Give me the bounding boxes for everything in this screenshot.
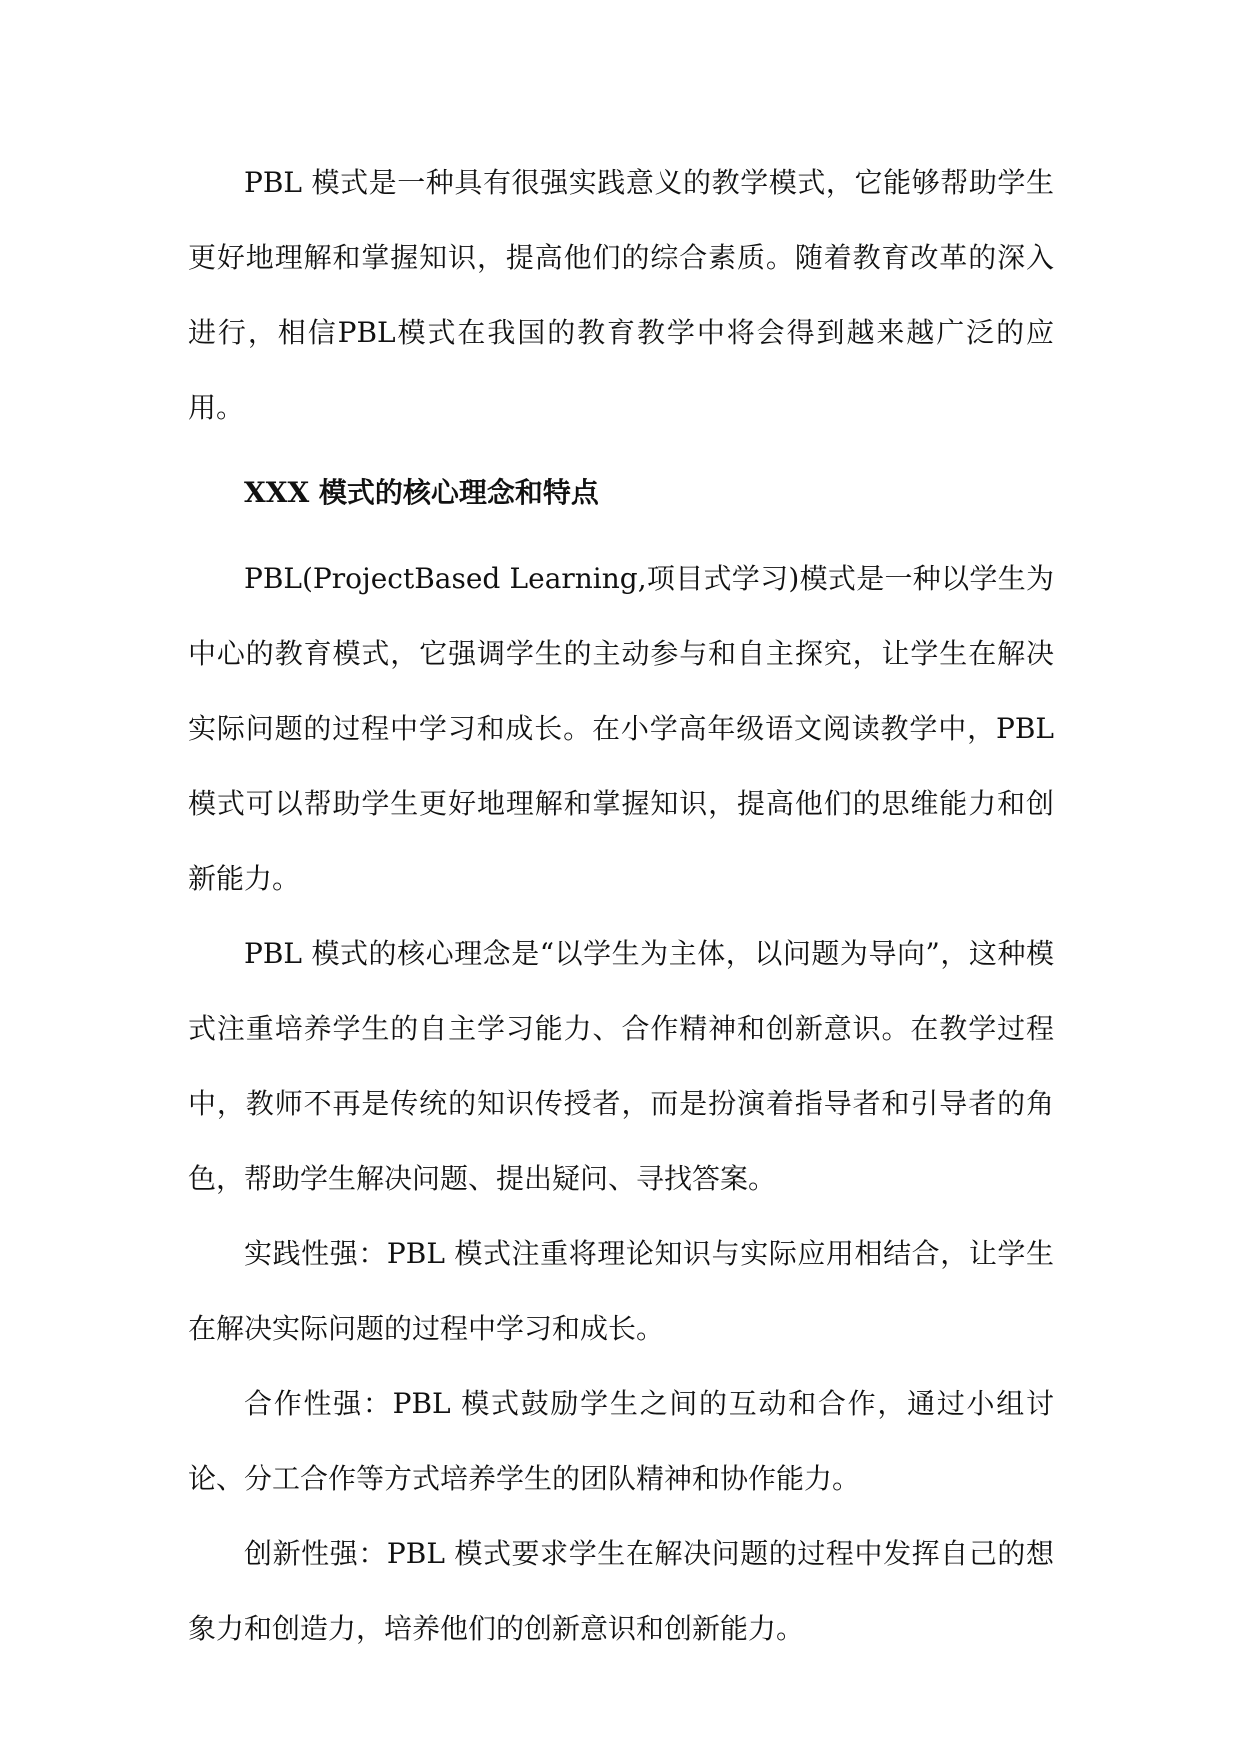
paragraph-cooperation: 合作性强：PBL 模式鼓励学生之间的互动和合作，通过小组讨论、分工合作等方式培养学生的团队精神和协作能力。 — [188, 1387, 1054, 1495]
intro-paragraph: PBL 模式是一种具有很强实践意义的教学模式，它能够帮助学生更好地理解和掌握知识，提高他们的综合素质。随着教育改革的深入进行，相信PBL模式在我国的教育教学中将会得到越来越广泛的应用。 — [188, 166, 1054, 424]
section-heading: XXX 模式的核心理念和特点 — [244, 476, 599, 509]
paragraph-core-concept: PBL 模式的核心理念是“以学生为主体，以问题为导向”，这种模式注重培养学生的自主学习能力、合作精神和创新意识。在教学过程中，教师不再是传统的知识传授者，而是扮演着指导者和引导者的角色，帮助学生解决问题、提出疑问、寻找答案。 — [188, 937, 1054, 1195]
document-body — [188, 145, 1054, 1666]
paragraph-practicality: 实践性强：PBL 模式注重将理论知识与实际应用相结合，让学生在解决实际问题的过程中学习和成长。 — [188, 1237, 1054, 1345]
paragraph-innovation: 创新性强：PBL 模式要求学生在解决问题的过程中发挥自己的想象力和创造力，培养他们的创新意识和创新能力。 — [188, 1537, 1054, 1645]
paragraph-definition: PBL(ProjectBased Learning,项目式学习)模式是一种以学生为中心的教育模式，它强调学生的主动参与和自主探究，让学生在解决实际问题的过程中学习和成长。在小学高年级语文阅读教学中，PBL模式可以帮助学生更好地理解和掌握知识，提高他们的思维能力和创新能力。 — [188, 562, 1054, 895]
